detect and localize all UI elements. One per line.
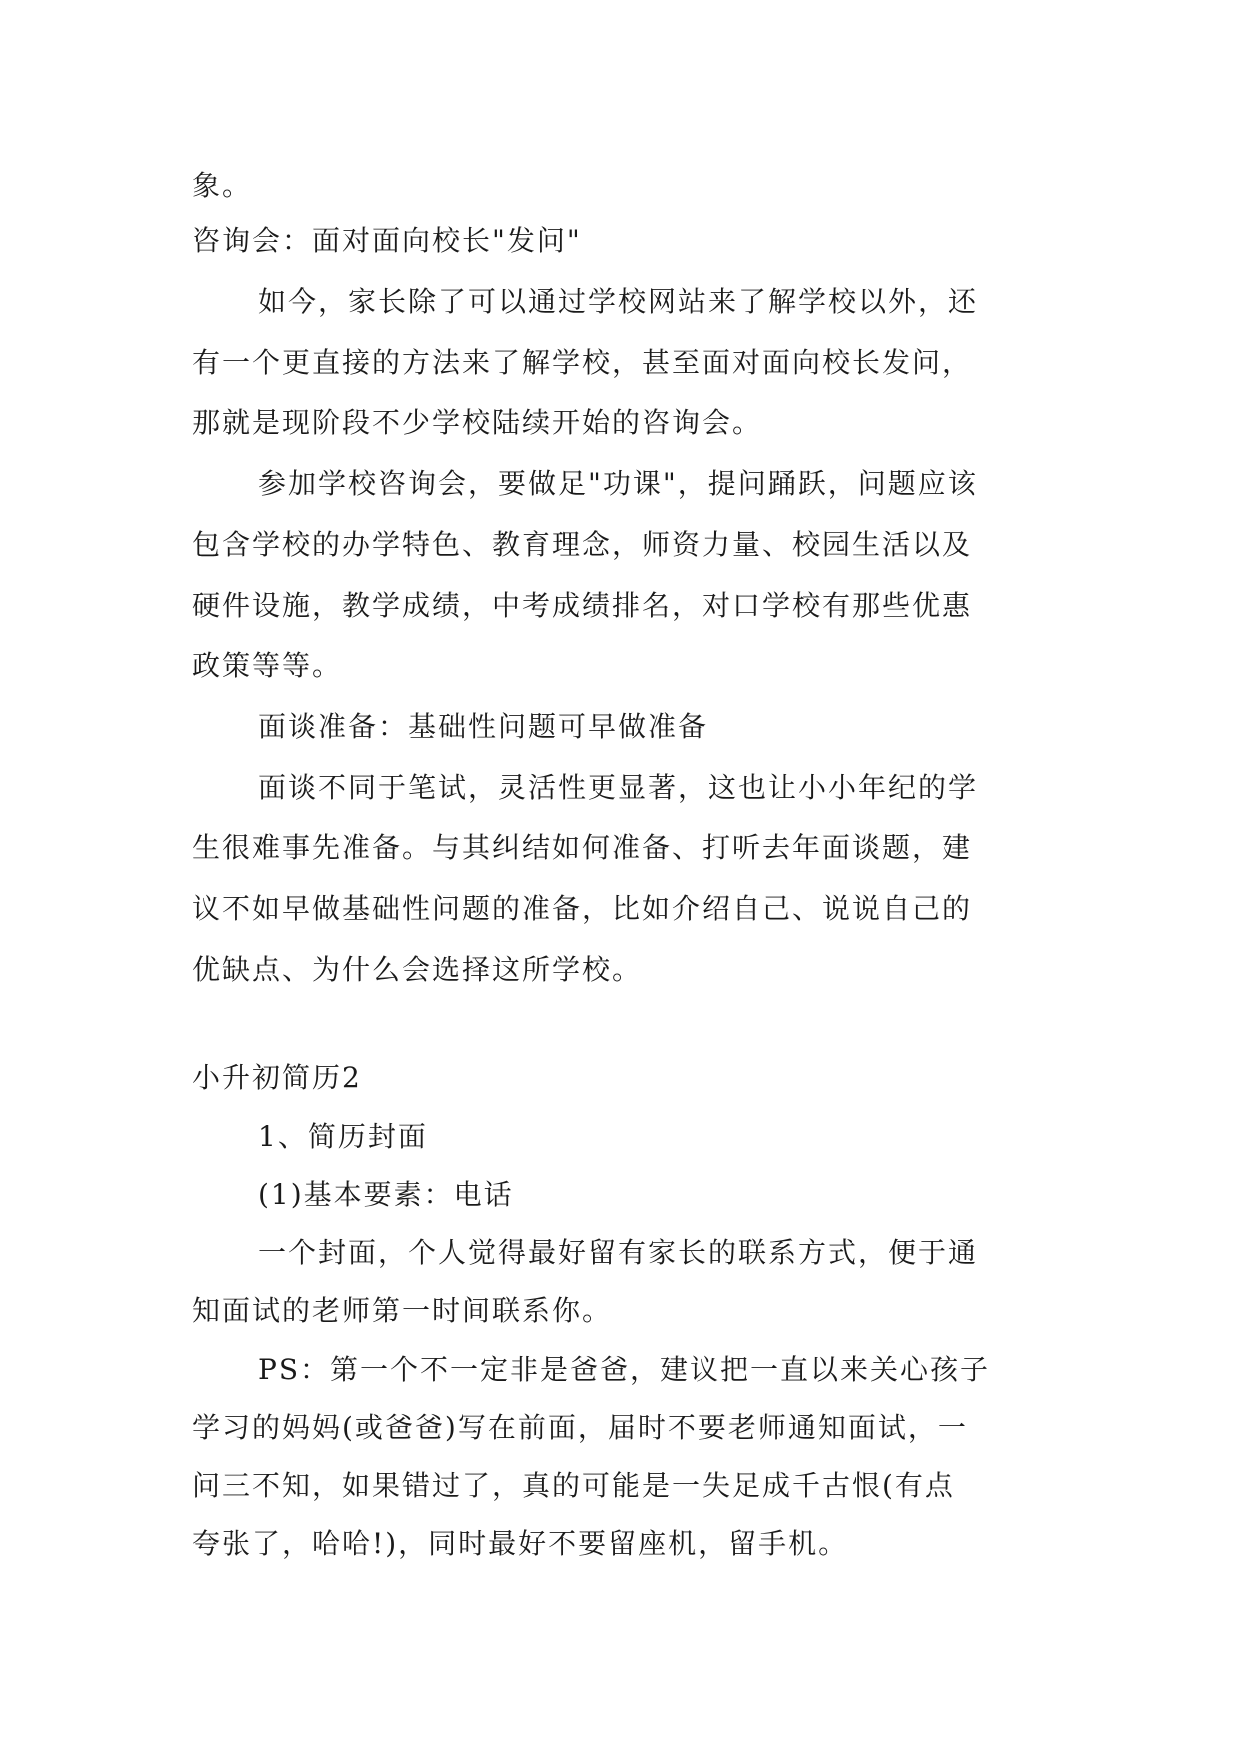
text-line: 面谈不同于笔试，灵活性更显著，这也让小小年纪的学 xyxy=(258,771,979,804)
text-line: 象。 xyxy=(192,169,253,202)
text-line: 问三不知，如果错过了，真的可能是一失足成千古恨(有点 xyxy=(192,1469,955,1502)
text-line: 夸张了，哈哈!)，同时最好不要留座机，留手机。 xyxy=(192,1527,849,1560)
text-line: 议不如早做基础性问题的准备，比如介绍自己、说说自己的 xyxy=(192,892,973,925)
text-line: PS：第一个不一定非是爸爸，建议把一直以来关心孩子 xyxy=(258,1353,991,1386)
text-line: 参加学校咨询会，要做足"功课"，提问踊跃，问题应该 xyxy=(258,467,978,500)
text-line: 包含学校的办学特色、教育理念，师资力量、校园生活以及 xyxy=(192,528,973,561)
text-line: 生很难事先准备。与其纠结如何准备、打听去年面谈题，建 xyxy=(192,831,973,864)
text-line: 那就是现阶段不少学校陆续开始的咨询会。 xyxy=(192,406,763,439)
section-heading: 咨询会：面对面向校长"发问" xyxy=(192,224,582,257)
text-line: 如今，家长除了可以通过学校网站来了解学校以外，还 xyxy=(258,285,979,318)
text-line: 有一个更直接的方法来了解学校，甚至面对面向校长发问， xyxy=(192,346,973,379)
section-heading: 1、简历封面 xyxy=(258,1120,428,1153)
text-line: 硬件设施，教学成绩，中考成绩排名，对口学校有那些优惠 xyxy=(192,589,973,622)
text-line: 知面试的老师第一时间联系你。 xyxy=(192,1294,613,1327)
section-heading: 面谈准备：基础性问题可早做准备 xyxy=(258,710,709,743)
text-line: 学习的妈妈(或爸爸)写在前面，届时不要老师通知面试，一 xyxy=(192,1411,968,1444)
text-line: 一个封面，个人觉得最好留有家长的联系方式，便于通 xyxy=(258,1236,979,1269)
document-title: 小升初简历2 xyxy=(192,1061,362,1094)
text-line: 政策等等。 xyxy=(192,649,343,682)
section-heading: (1)基本要素：电话 xyxy=(258,1178,514,1211)
text-line: 优缺点、为什么会选择这所学校。 xyxy=(192,953,643,986)
